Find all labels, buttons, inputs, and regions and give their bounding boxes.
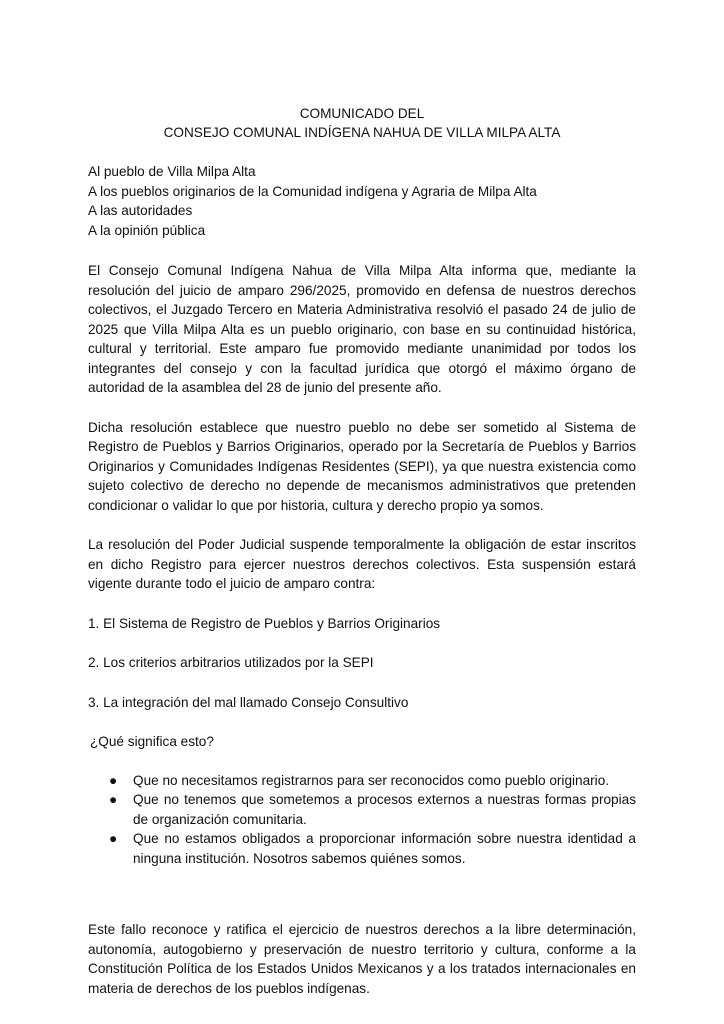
- numbered-item-3: 3. La integración del mal llamado Consejo Consultivo: [88, 694, 409, 710]
- bullet-item: [88, 829, 636, 868]
- bullet-item: [88, 771, 636, 791]
- addressee-line: Al pueblo de Villa Milpa Alta: [88, 164, 256, 179]
- bullet-item: [88, 790, 636, 829]
- bullet-text: Que no estamos obligados a proporcionar información sobre nuestra identidad a ninguna institución. Nosotros sabemos quiénes somos.: [133, 831, 636, 866]
- question-heading: ¿Qué significa esto?: [90, 734, 214, 749]
- bullet-text: Que no necesitamos registrarnos para ser reconocidos como pueblo originario.: [133, 772, 610, 788]
- bullet-icon: ●: [109, 772, 118, 788]
- title-line-1: COMUNICADO DEL: [299, 106, 425, 121]
- numbered-item-1: 1. El Sistema de Registro de Pueblos y Barrios Originarios: [88, 615, 441, 631]
- bullet-icon: ●: [109, 792, 118, 807]
- bullet-text: Que no tenemos que sometemos a procesos externos a nuestras formas propias de organización comunitaria.: [133, 792, 636, 827]
- document-page: [88, 104, 636, 1018]
- addressee-list: [88, 162, 636, 240]
- addressee-line: A las autoridades: [88, 203, 193, 218]
- addressee-line: A la opinión pública: [88, 222, 206, 238]
- bullet-icon: ●: [109, 831, 118, 846]
- title-line-2: CONSEJO COMUNAL INDÍGENA NAHUA DE VILLA MILPA ALTA: [163, 125, 561, 140]
- document-title: [88, 104, 636, 142]
- body-paragraph-1: El Consejo Comunal Indígena Nahua de Villa Milpa Alta informa que, mediante la resolución del juicio de amparo 296/2025, promovido en defensa de nuestros derechos colectivos, el Juzgado Tercero en Materia Administrativa resolvió el pasado 24 de julio de 2025 que Villa Milpa Alta es un pueblo originario, con base en su continuidad histórica, cultural y territorial. Este amparo fue promovido mediante unanimidad por todos los integrantes del consejo y con la facultad jurídica que otorgó el máximo órgano de autoridad de la asamblea del 28 de junio del presente año.: [88, 263, 636, 395]
- numbered-item-2: 2. Los criterios arbitrarios utilizados por la SEPI: [88, 655, 374, 670]
- closing-paragraph: Este fallo reconoce y ratifica el ejercicio de nuestros derechos a la libre determinación, autonomía, autogobierno y preservación de nuestro territorio y cultura, conforme a la Constitución Política de los Estados Unidos Mexicanos y a los tratados internacionales en materia de derechos de los pueblos indígenas.: [88, 922, 636, 996]
- body-paragraph-3: La resolución del Poder Judicial suspende temporalmente la obligación de estar inscritos en dicho Registro para ejercer nuestros derechos colectivos. Esta suspensión estará vigente durante todo el juicio de amparo contra:: [88, 537, 636, 591]
- bullet-list: [88, 771, 636, 869]
- body-paragraph-2: Dicha resolución establece que nuestro pueblo no debe ser sometido al Sistema de Registro de Pueblos y Barrios Originarios, operado por la Secretaría de Pueblos y Barrios Originarios y Comunidades Indígenas Residentes (SEPI), ya que nuestra existencia como sujeto colectivo de derecho no depende de mecanismos administrativos que pretenden condicionar o validar lo que por historia, cultura y derecho propio ya somos.: [88, 419, 636, 513]
- addressee-line: A los pueblos originarios de la Comunidad indígena y Agraria de Milpa Alta: [88, 183, 537, 199]
